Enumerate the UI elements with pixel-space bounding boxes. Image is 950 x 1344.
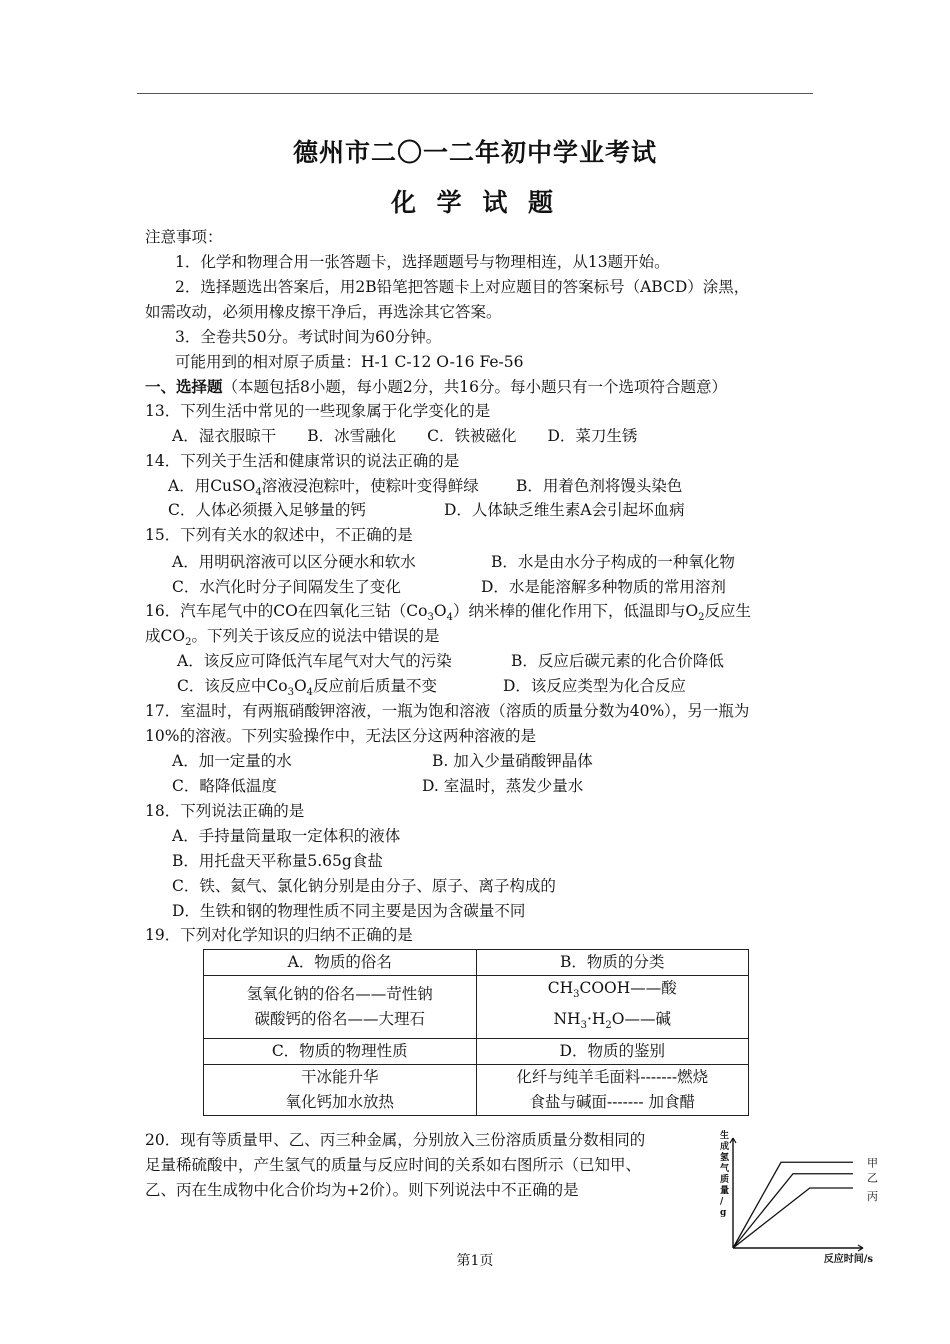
top-rule (137, 93, 813, 94)
q18-option-c: C．铁、氦气、氯化钠分别是由分子、原子、离子构成的 (172, 877, 556, 895)
q13-options: A．湿衣服晾干 B．冰雪融化 C．铁被磁化 D．菜刀生锈 (172, 427, 638, 445)
series-label-2: 乙 (867, 1171, 878, 1185)
section-desc: （本题包括8小题，每小题2分，共16分。每小题只有一个选项符合题意） (222, 378, 727, 396)
q16-option-d: D．该反应类型为化合反应 (503, 677, 686, 695)
notice-item-2: 2．选择题选出答案后，用2B铅笔把答题卡上对应题目的答案标号（ABCD）涂黑， (175, 278, 750, 296)
q20-stem-line2: 足量稀硫酸中，产生氢气的质量与反应时间的关系如右图所示（已知甲、 (145, 1156, 642, 1174)
q13-stem: 13．下列生活中常见的一些现象属于化学变化的是 (145, 402, 491, 420)
q19-stem: 19．下列对化学知识的归纳不正确的是 (145, 926, 413, 944)
y-axis-label: 生成氢气质量/ g (720, 1131, 730, 1218)
q14-option-b: B．用着色剂将馒头染色 (516, 477, 683, 495)
section-heading (145, 377, 727, 397)
notice-item-3: 3．全卷共50分。考试时间为60分钟。 (175, 328, 442, 346)
q18-stem: 18．下列说法正确的是 (145, 802, 305, 820)
series-line-2 (733, 1174, 853, 1248)
q16-option-c: C．该反应中$Co_3O_4$反应前后质量不变 (177, 677, 438, 699)
hydrogen-chart (708, 1128, 878, 1268)
q14-option-a: A．用CuSO$_4$溶液浸泡粽叶，使粽叶变得鲜绿 (168, 477, 479, 499)
series-line-1 (733, 1162, 853, 1248)
page-title: 德州市二〇一二年初中学业考试 (292, 138, 657, 167)
table-cell: $CH_3COOH——$酸 $NH_3\cdot H_2O——$碱 (476, 976, 749, 1039)
q15-option-a: A．用明矾溶液可以区分硬水和软水 (172, 553, 416, 571)
q16-stem-line1: 16．汽车尾气中的CO在四氧化三钴$(Co_3O_4)$纳米棒的催化作用下，低温即与$O_2$反应生 (145, 602, 752, 624)
table-row (204, 1065, 749, 1116)
q18-option-a: A．手持量筒量取一定体积的液体 (172, 827, 401, 845)
table-cell: D．物质的鉴别 (476, 1039, 749, 1065)
q20-stem-line1: 20．现有等质量甲、乙、丙三种金属，分别放入三份溶质质量分数相同的 (145, 1131, 646, 1149)
table-cell: B．物质的分类 (476, 950, 749, 976)
q15-option-c: C．水汽化时分子间隔发生了变化 (172, 578, 401, 596)
series-line-3 (733, 1188, 853, 1248)
table-row (204, 1039, 749, 1065)
table-cell: A．物质的俗名 (204, 950, 477, 976)
notice-item-2-cont: 如需改动，必须用橡皮擦干净后，再选涂其它答案。 (145, 303, 502, 321)
notice-heading: 注意事项： (145, 228, 223, 246)
q14-stem: 14．下列关于生活和健康常识的说法正确的是 (145, 452, 460, 470)
table-row (204, 976, 749, 1039)
page-subtitle: 化 学 试 题 (390, 188, 560, 217)
q17-stem-line2: 10%的溶液。下列实验操作中，无法区分这两种溶液的是 (145, 727, 536, 745)
q17-option-d: D. 室温时，蒸发少量水 (422, 777, 584, 795)
q14-option-c: C．人体必须摄入足够量的钙 (168, 501, 366, 519)
table-row (204, 950, 749, 976)
section-label: 一、选择题 (145, 377, 223, 396)
q17-option-b: B. 加入少量硝酸钾晶体 (432, 752, 593, 770)
q14-option-d: D．人体缺乏维生素A会引起坏血病 (444, 501, 685, 519)
q17-stem-line1: 17．室温时，有两瓶硝酸钾溶液，一瓶为饱和溶液（溶质的质量分数为40%），另一瓶为 (145, 702, 750, 720)
notice-item-1: 1．化学和物理合用一张答题卡，选择题题号与物理相连，从13题开始。 (175, 253, 670, 271)
q20-stem-line3: 乙、丙在生成物中化合价均为+2价）。则下列说法中不正确的是 (145, 1181, 579, 1199)
table-cell: 氢氧化钠的俗名——苛性钠 碳酸钙的俗名——大理石 (204, 976, 477, 1039)
q16-stem-line2: 成$CO_2$。下列关于该反应的说法中错误的是 (145, 627, 440, 649)
q17-option-a: A．加一定量的水 (172, 752, 292, 770)
q16-option-a: A．该反应可降低汽车尾气对大气的污染 (177, 652, 452, 670)
table-cell: 化纤与纯羊毛面料-------燃烧 食盐与碱面------- 加食醋 (476, 1065, 749, 1116)
x-axis-label: 反应时间/s (823, 1254, 873, 1265)
table-cell: 干冰能升华 氧化钙加水放热 (204, 1065, 477, 1116)
series-label-3: 丙 (867, 1190, 878, 1203)
q15-stem: 15．下列有关水的叙述中，不正确的是 (145, 526, 413, 544)
q15-option-d: D．水是能溶解多种物质的常用溶剂 (481, 578, 726, 596)
q15-option-b: B．水是由水分子构成的一种氧化物 (491, 553, 735, 571)
q18-option-b: B．用托盘天平称量5.65g食盐 (172, 852, 383, 870)
q19-table (203, 949, 749, 1116)
table-cell: C．物质的物理性质 (204, 1039, 477, 1065)
q16-option-b: B．反应后碳元素的化合价降低 (511, 652, 724, 670)
atomic-masses: 可能用到的相对原子质量：H-1 C-12 O-16 Fe-56 (175, 353, 524, 371)
page-footer: 第1页 (456, 1253, 494, 1269)
series-label-1: 甲 (867, 1156, 878, 1170)
q17-option-c: C．略降低温度 (172, 777, 277, 795)
q18-option-d: D．生铁和钢的物理性质不同主要是因为含碳量不同 (172, 902, 526, 920)
